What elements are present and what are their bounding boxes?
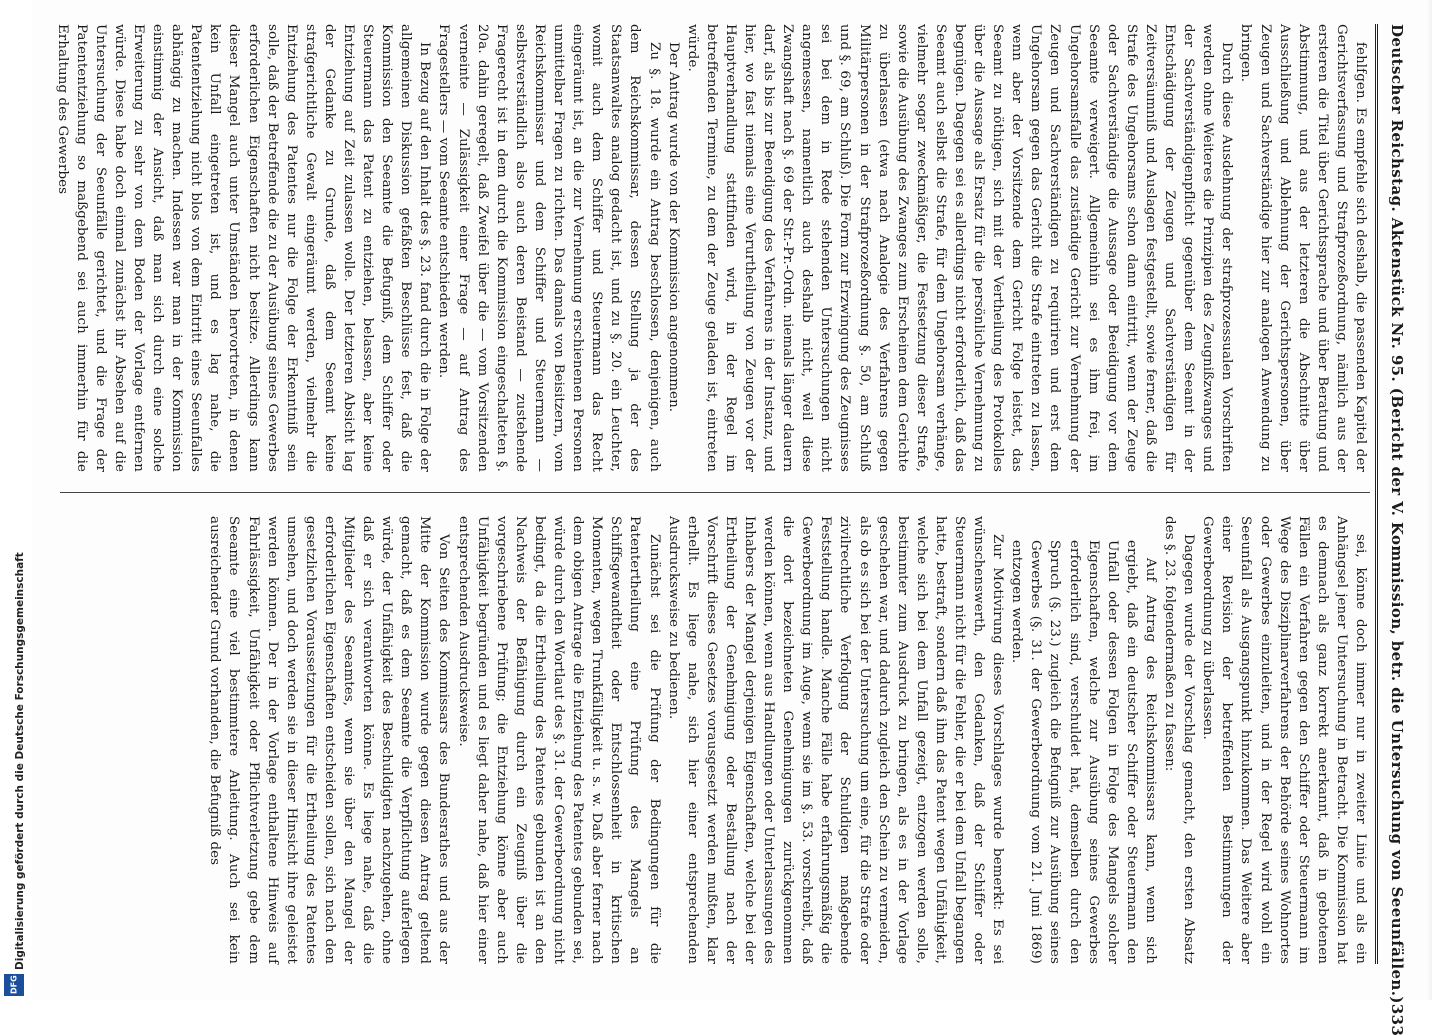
- digitization-note: Digitalisierung gefördert durch die Deutsche Forschungsgemeinschaft: [14, 552, 26, 970]
- page-number: 333: [1388, 1003, 1406, 1036]
- header-rule: [1375, 24, 1378, 964]
- page-header: [1376, 24, 1406, 1036]
- paragraph: Zu §. 18. wurde ein Antrag beschlossen, denjenigen, auch dem Reichskommissar, dessen Stellung ja der des Staatsanwaltes analog gedacht ist, und zu §. 20. ein Leuchter, womit auch dem Schiffer und Steuermann das Recht eingeräumt ist, an die zur Vernehmung erschienenen Personen unmittelbar Fragen zu richten. Das damals von Beisitzern, vom Reichskommissar und dem Schiffer und Steuermann — selbstverständlich also auch deren Beistand — zustehende Fragerecht ist in dem durch die Kommission eingeschalteten §. 20a. dahin geregelt, daß Zweifel über die — vom Vorsitzenden verneinte — Zulässigkeit einer Frage — auf Antrag des Fragestellers — vom Seeamte entschieden werden.: [436, 24, 662, 472]
- paragraph: Zunächst sei die Prüfung der Bedingungen für die Patentertheilung eine Prüfung des Mangels an Schiffsgewandtheit oder Entschlossenheit in kritischen Momenten, wegen Trunkfälligkeit u. s. w. Daß aber ferner nach dem obigen Antrage die Entziehung des Patentes gebunden sei, würde durch den Wortlaut des §. 31. der Gewerbeordnung nicht bedingt, da die Ertheilung des Patentes gebunden ist an den Nachweis der Befähigung durch ein Zeugniß über die vorgeschriebene Prüfung; die Entziehung könne aber auch Unfähigkeit begründen und es liegt daher nahe, daß hier einer entsprechenden Ausdrucksweise.: [455, 516, 662, 964]
- rotated-document-page: [32, 0, 1432, 1036]
- text-column-left: [54, 24, 1370, 472]
- paragraph: Durch diese Ausdehnung der strafprozessualen Vorschriften werden ohne Weiteres die Prinzipien des Zeugnißzwanges und der Sachverständigenpflicht gegenüber dem Seeamt in der Entschädigung der Zeugen und Sachverständigen für Zeitversäumniß und Auslagen festgestellt, sowie ferner, daß die Strafe des Ungehorsams schon dann eintritt, wenn der Zeuge oder Sachverständige die Aussage oder Beeidigung vor dem Seeamte verweigert. Allgemeinhin sei es ihm frei, im Ungehorsamsfalle das zuständige Gericht zur Vernehmung der Zeugen und Sachverständigen zu requiriren und erst dem Ungehorsam gegen das Gericht die Strafe eintreten zu lassen, wenn aber der Vorsitzende dem Gericht Folge leistet, das Seeamt zu nöthigen, sich mit der Vertheilung des Protokolles über die Aussage als Ersatz für die persönliche Vernehmung zu begnügen. Dagegen sei es allerdings nicht erforderlich, daß das Seeamt auch selbst die Strafe, für dem Ungehorsam verhänge, vielmehr sogar zweckmäßiger, die Festsetzung dieser Strafe, sowie die Ausübung des Zwanges zum Erscheinen dem Gerichte zu überlassen (etwa nach Analogie des Verfahrens gegen Militärpersonen in der Strafprozeßordnung §. 50, am Schluß und §. 69, am Schluß). Die Form zur Erzwingung des Zeugnisses sei bei dem in Rede stehenden Untersuchungen nicht angemessen, namentlich auch deshalb nicht, weil diese Zwangshaft nach §. 69 der Str.-Pr.-Ordn. niemals länger dauern darf, als bis zur Beendigung des Verfahrens in der Instanz, und hier, wo fast niemals eine Verurtheilung von Zeugen vor der Hauptverhandlung stattfinden wird, in der Regel im betreffenden Termine, zu dem der Zeuge geladen ist, eintreten würde.: [684, 24, 1235, 472]
- page-edge: [1426, 0, 1432, 1000]
- indented-quote: Auf Antrag des Reichskommissars kann, wenn sich ergiebt, daß ein deutscher Schiffer oder Steuermann den Unfall oder dessen Folgen in Folge des Mangels solcher Eigenschaften, welche zur Ausübung seines Gewerbes erforderlich sind, verschuldet hat, demselben durch den Spruch (§. 23.) zugleich die Befugniß zur Ausübung seines Gewerbes (§. 31. der Gewerbeordnung vom 21. Juni 1869) entzogen werden.: [1009, 540, 1158, 964]
- paragraph: Dagegen wurde der Vorschlag gemacht, den ersten Absatz des §. 23. folgendermaßen zu fassen:: [1162, 516, 1197, 964]
- paragraph: In Bezug auf den Inhalt des §. 23. fand durch die in Folge der allgemeinen Diskussion gefaßten Beschlüsse fest, daß die Kommission den Seeamte die Befugniß, dem Schiffer oder Steuermann das Patent zu entziehen, belassen, aber keine Entziehung auf Zeit zulassen wolle. Der letzteren Absicht lag der Gedanke zu Grunde, daß dem Seeamt keine strafgerichtliche Gewalt eingeräumt werden, vielmehr die Entziehung des Patentes nur die Folge der Erkenntniß sein solle, daß der Betreffende die zu der Ausübung seines Gewerbes erforderlichen Eigenschaften nicht besitze. Allerdings kann dieser Mangel auch unter Umständen hervortreten, in denen kein Unfall eingetreten ist, und es lag nahe, die Patententziehung nicht blos von dem Eintritt eines Seeunfalles abhängig zu machen. Indessen war man in der Kommission einstimmig der Ansicht, daß man sich durch eine solche Erweiterung zu sehr von dem Boden der Vorlage entfernen würde. Diese habe doch einmal zunächst ihr Absehen auf die Untersuchung der Seeunfälle gerichtet, und die Frage der Patententziehung so maßgebend sei auch immerhin für die Erhaltung des Gewerbes: [54, 24, 433, 472]
- paragraph: fehlfgen. Es empfehle sich deshalb, die passenden Kapitel der Gerichtsverfassung und Strafprozeßordnung, nämlich aus der ersteren die Titel über Gerichtssprache und über Beratung und Abstimmung, und aus der letzteren die Abschnitte über Ausschließung und Ablehnung der Gerichtspersonen, über Zeugen und Sachverständige hier zur analogen Anwendung zu bringen.: [1238, 24, 1368, 472]
- paragraph: sei, könne doch immer nur in zweiter Linie und als ein Anhängsel jener Untersuchung in Betracht. Die Kommission hat es demnach als ganz korrekt anerkannt, daß in gebotenen Fällen ein Verfahren gegen den Schiffer oder Steuermann im Wege des Disziplinarverfahrens der Behörde seines Wohnortes oder Gewerbes einzuleiten, und in der Regel wird wohl ein Seeunfall als Ausgangspunkt hinzukommen. Das Weitere aber einer Revision der betreffenden Bestimmungen der Gewerbeordnung zu überlassen.: [1200, 516, 1368, 964]
- paragraph: Von Seiten des Kommissars des Bundesrathes und aus der Mitte der Kommission wurde gegen diesen Antrag geltend gemacht, daß es dem Seeamte die Verpflichtung auferlegen würde, der Unfähigkeit des Beschuldigten nachzugehen, ohne daß er sich verantworten könne. Es liege nahe, daß die Mitglieder des Seeamtes, wenn sie über den Mangel der erforderlichen Eigenschaften entscheiden sollen, sich nach den gesetzlichen Voraussetzungen für die Ertheilung des Patentes umsehen, und doch werden sie in dieser Hinsicht ihre geleistet werden können. Der in der Vorlage enthaltene Hinweis auf Fahrlässigkeit, Unfähigkeit oder Pflichtverletzung gebe dem Seeamte eine viel bestimmtere Anleitung. Auch sei kein ausreichender Grund vorhanden, die Befugniß des: [207, 516, 452, 964]
- dfg-logo: DFG: [4, 974, 24, 996]
- column-divider: [60, 492, 1370, 493]
- paragraph: Der Antrag wurde von der Kommission angenommen.: [665, 42, 681, 413]
- text-column-right: [60, 516, 1370, 964]
- digitization-sidebar: [0, 0, 28, 1000]
- running-title: Deutscher Reichstag. Aktenstück Nr. 95. (Bericht der V. Kommission, betr. die Untersuchung von Seeunfällen.): [1388, 24, 1406, 1004]
- paragraph: Zur Motivirung dieses Vorschlages wurde bemerkt: Es sei wünschenswerth, den Gedanken, daß der Schiffer oder Steuermann nicht für die Fehler, die er bei dem Unfall begangen hatte, bestraft, sondern daß ihm das Patent wegen Unfähigkeit, welche sich bei dem Unfall gezeigt, entzogen werden solle, bestimmter zum Ausdruck zu bringen, als es in der Vorlage geschehen war, und dadurch zugleich den Schein zu vermeiden, als ob es sich bei der Untersuchung um eine, für die Strafe oder zivilrechtliche Verfolgung der Schuldigen maßgebende Feststellung handle. Manche Fälle habe erfahrungsmäßig die Gewerbeordnung im Auge, wenn sie im §. 53. vorschreibt, daß die dort bezeichneten Genehmigungen zurückgenommen werden können, wenn aus Handlungen oder Unterlassungen des Inhabers der Mangel derjenigen Eigenschaften, welche bei der Ertheilung der Genehmigung oder Bestallung nach der Vorschrift dieses Gesetzes vorausgesetzt werden mußten, klar erhellt. Es liege nahe, sich hier einer entsprechenden Ausdrucksweise zu bedienen.: [665, 516, 1006, 964]
